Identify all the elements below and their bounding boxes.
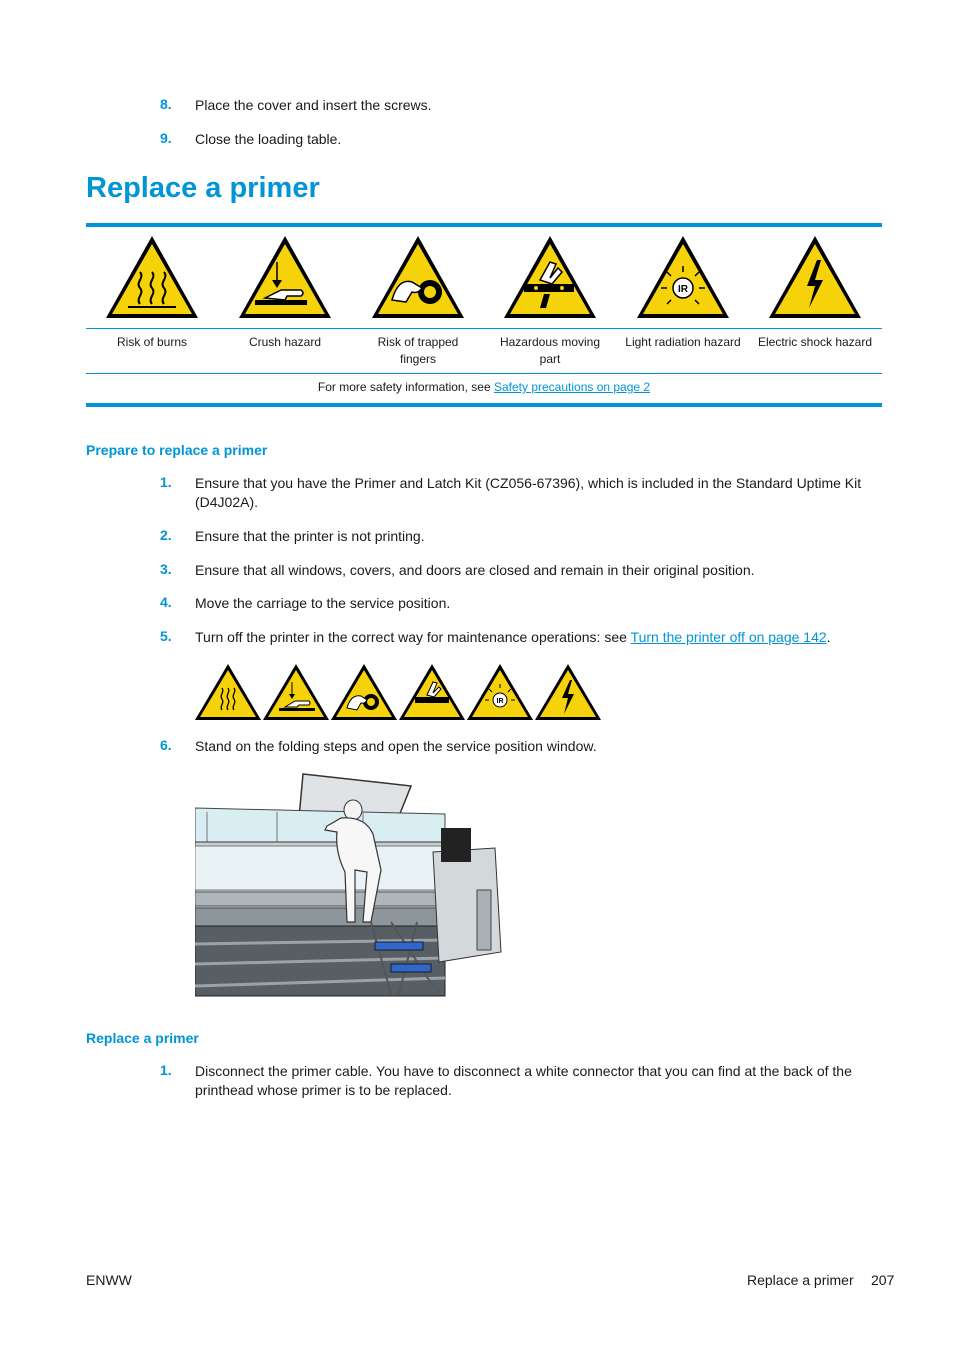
crush-hazard-icon [219,232,351,322]
hazard-label: Light radiation hazard [625,335,741,349]
hazard-cell [749,232,881,322]
step-text: Ensure that you have the Primer and Latch Kit (CZ056-67396), which is included in the Standard Uptime Kit (D4J02A). [195,475,862,510]
turn-printer-off-link[interactable]: Turn the printer off on page 142 [630,629,827,645]
table-divider [86,328,882,329]
trapped-fingers-icon [352,232,484,322]
safety-note [86,380,882,394]
step-text-suffix: . [826,629,831,645]
moving-part-icon [399,664,465,720]
page-title: Replace a primer [86,172,320,204]
trapped-fingers-icon [331,664,397,720]
step-number: 1. [160,474,172,490]
step-number: 2. [160,527,172,543]
step-text: Disconnect the primer cable. You have to disconnect a white connector that you can find at the back of the printhead whose primer is to be replaced. [195,1063,852,1098]
footer-left: ENWW [86,1272,132,1288]
section-heading: Replace a primer [86,1030,199,1046]
hazard-cell [86,232,218,322]
hazard-label: Crush hazard [248,335,322,349]
section-heading: Prepare to replace a primer [86,442,268,458]
step-text: Place the cover and insert the screws. [195,97,432,113]
printer-service-illustration [195,772,505,1006]
step-number: 3. [160,561,172,577]
step-text-prefix: Turn off the printer in the correct way for maintenance operations: see [195,629,631,645]
hot-surface-icon [195,664,261,720]
light-radiation-icon [617,232,749,322]
step-text: Ensure that the printer is not printing. [195,528,425,544]
table-top-rule [86,223,882,227]
step-number: 6. [160,737,172,753]
hazard-cell [484,232,616,322]
step-text: Ensure that all windows, covers, and doors are closed and remain in their original position. [195,562,755,578]
footer-section-title: Replace a primer [747,1272,854,1288]
step-number: 5. [160,628,172,644]
step-text: Stand on the folding steps and open the service position window. [195,738,597,754]
hazard-cell [617,232,749,322]
hazard-label: Risk of burns [116,335,188,349]
light-radiation-icon [467,664,533,720]
safety-note-text: For more safety information, see [317,380,494,394]
step-number: 8. [160,96,172,112]
hazard-label: Hazardous moving part [499,335,601,366]
moving-part-icon [484,232,616,322]
hazard-icon-strip [195,662,605,722]
electric-shock-icon [535,664,601,720]
hazard-cell [352,232,484,322]
hazard-label: Electric shock hazard [757,335,873,349]
table-divider [86,373,882,374]
step-number: 4. [160,594,172,610]
step-number: 9. [160,130,172,146]
hazard-label: Risk of trapped fingers [377,335,459,366]
step-number: 1. [160,1062,172,1078]
electric-shock-icon [749,232,881,322]
hot-surface-icon [86,232,218,322]
table-bottom-rule [86,403,882,407]
crush-hazard-icon [263,664,329,720]
step-text [195,628,883,647]
step-text: Close the loading table. [195,131,342,147]
hazard-cell [219,232,351,322]
page-number: 207 [871,1272,895,1288]
step-text: Move the carriage to the service position. [195,595,451,611]
ir-label: IR [496,698,504,705]
ir-label: IR [678,284,688,295]
safety-precautions-link[interactable]: Safety precautions on page 2 [493,380,651,394]
